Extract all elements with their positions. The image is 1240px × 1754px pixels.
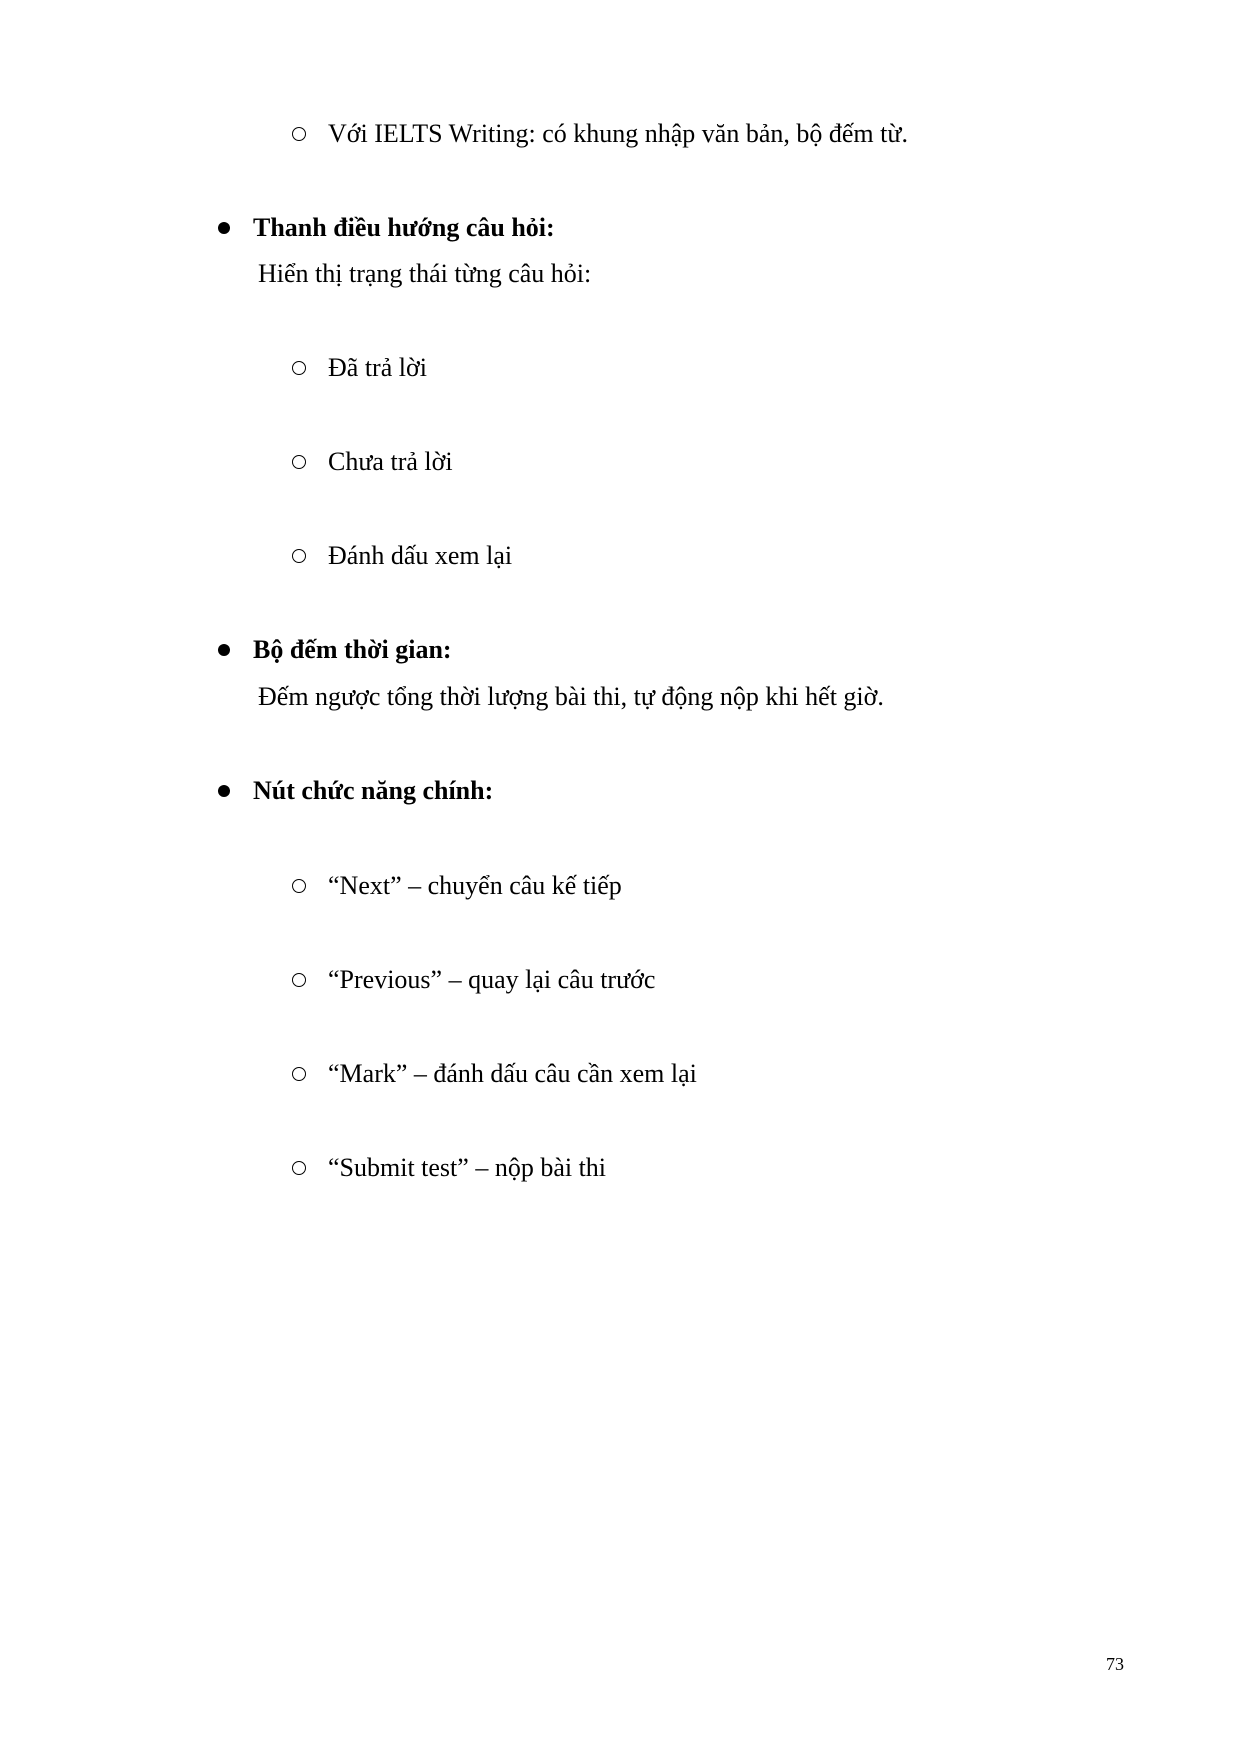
filled-circle-bullet-icon	[218, 785, 230, 797]
list-item: “Next” – chuyển câu kế tiếp	[328, 871, 622, 900]
list-item: Với IELTS Writing: có khung nhập văn bản, bộ đếm từ.	[328, 119, 908, 148]
filled-circle-bullet-icon	[218, 222, 230, 234]
hollow-circle-bullet-icon	[292, 1067, 306, 1081]
list-item: “Submit test” – nộp bài thi	[328, 1153, 607, 1182]
hollow-circle-bullet-icon	[292, 879, 306, 893]
list-item: Chưa trả lời	[328, 447, 453, 476]
hollow-circle-bullet-icon	[292, 1161, 306, 1175]
hollow-circle-bullet-icon	[292, 973, 306, 987]
list-item: Đánh dấu xem lại	[328, 541, 513, 570]
section-heading: Bộ đếm thời gian:	[253, 635, 452, 664]
hollow-circle-bullet-icon	[292, 549, 306, 563]
hollow-circle-bullet-icon	[292, 127, 306, 141]
hollow-circle-bullet-icon	[292, 455, 306, 469]
section-description: Đếm ngược tổng thời lượng bài thi, tự động nộp khi hết giờ.	[258, 682, 884, 711]
hollow-circle-bullet-icon	[292, 361, 306, 375]
list-item: “Previous” – quay lại câu trước	[328, 965, 656, 994]
list-item: “Mark” – đánh dấu câu cần xem lại	[328, 1059, 697, 1088]
list-item: Đã trả lời	[328, 353, 427, 382]
section-description: Hiển thị trạng thái từng câu hỏi:	[258, 259, 592, 288]
section-heading: Nút chức năng chính:	[253, 776, 494, 805]
page-number: 73	[1106, 1654, 1124, 1674]
section-heading: Thanh điều hướng câu hỏi:	[253, 213, 555, 242]
filled-circle-bullet-icon	[218, 644, 230, 656]
